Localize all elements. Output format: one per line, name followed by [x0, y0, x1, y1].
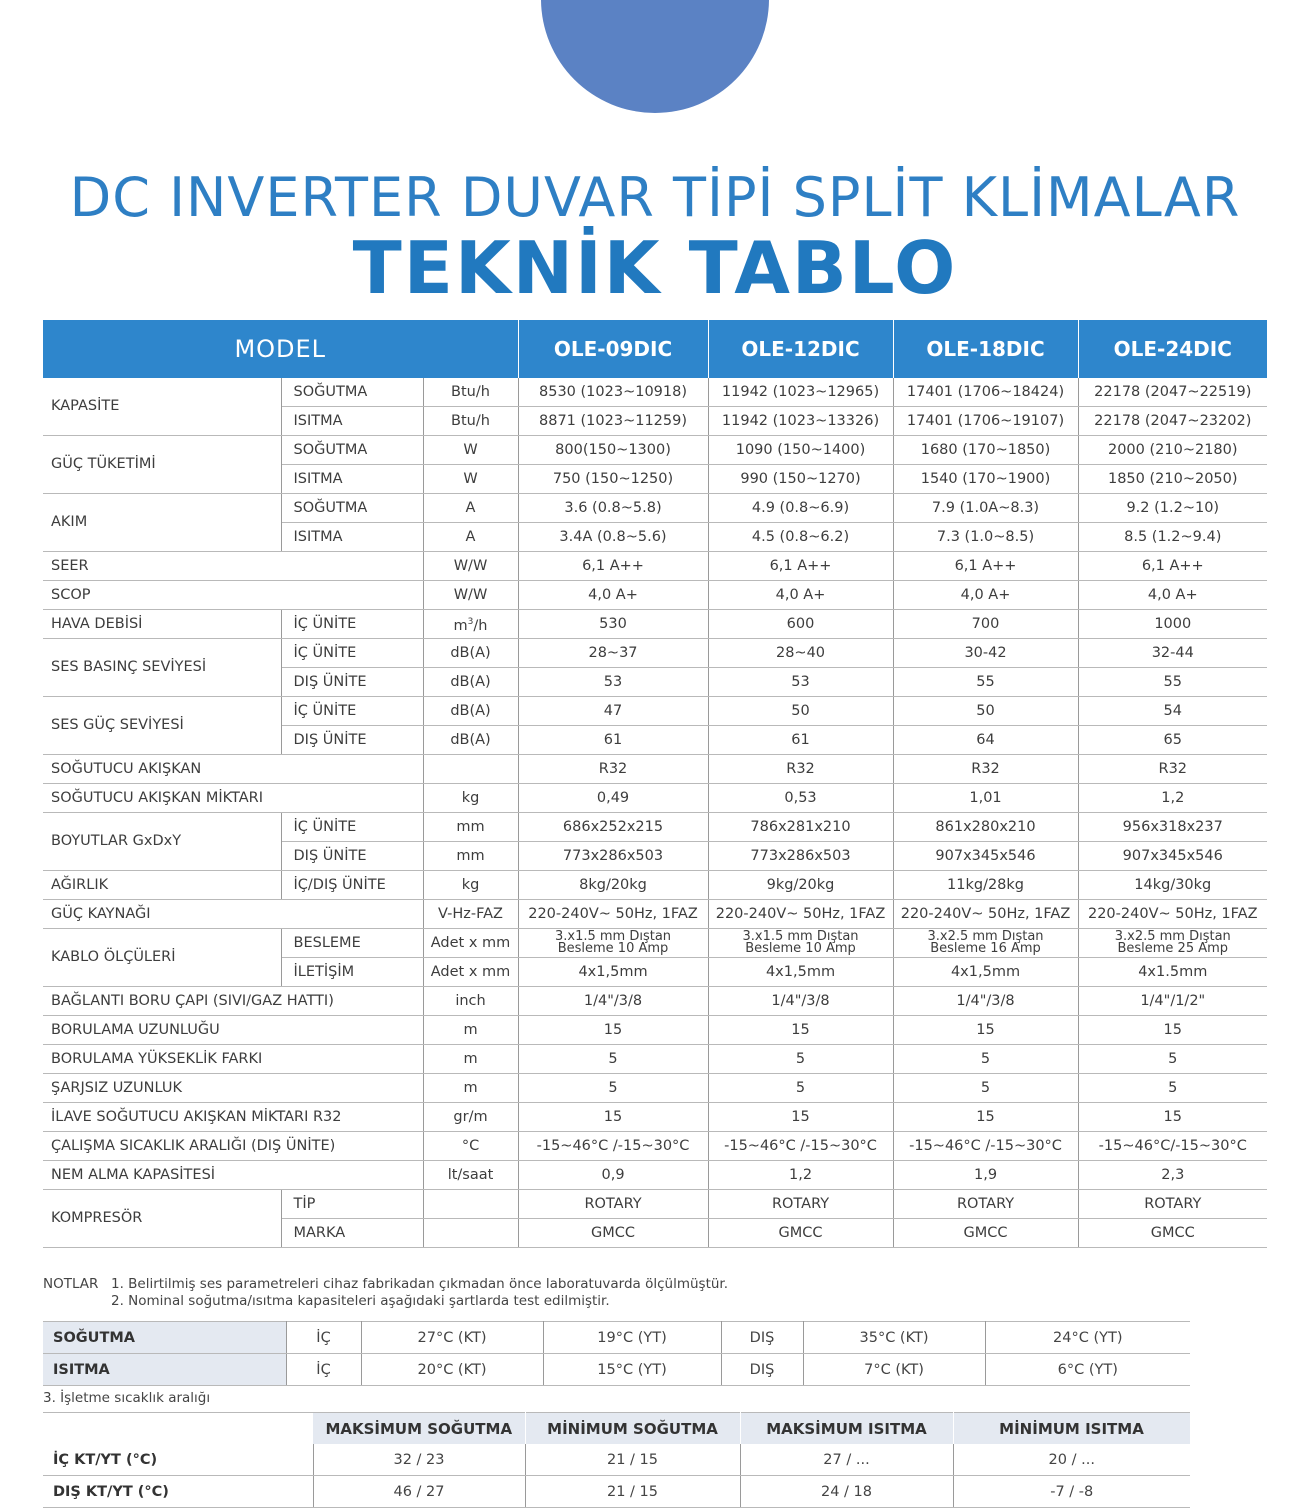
table-cell: 65 [1078, 726, 1267, 755]
table-row [43, 1016, 1267, 1045]
table-cell: 15 [893, 1016, 1078, 1045]
row-sub-label: SOĞUTMA [281, 494, 423, 523]
table-cell: 61 [518, 726, 708, 755]
row-sub-label: DIŞ ÜNİTE [281, 726, 423, 755]
table-cell: 4x1,5mm [893, 958, 1078, 987]
row-unit: W/W [423, 552, 518, 581]
table-row [43, 552, 1267, 581]
row-unit: dB(A) [423, 668, 518, 697]
table-row [43, 1045, 1267, 1074]
row-group-label: SOĞUTUCU AKIŞKAN MİKTARI [43, 784, 423, 813]
row-sub-label: ISITMA [281, 523, 423, 552]
page-title: DC INVERTER DUVAR TİPİ SPLİT KLİMALAR [69, 166, 1241, 229]
table-cell: 47 [518, 697, 708, 726]
table-cell: 9.2 (1.2~10) [1078, 494, 1267, 523]
table-cell: ROTARY [1078, 1190, 1267, 1219]
table-cell: 5 [708, 1045, 893, 1074]
table-header-row [43, 1413, 1190, 1445]
row-sub-label: İÇ ÜNİTE [281, 813, 423, 842]
row-group-label: AKIM [43, 494, 281, 552]
table-cell: 4x1.5mm [1078, 958, 1267, 987]
table-cell: 27°C (KT) [361, 1322, 543, 1354]
table-cell: 220-240V~ 50Hz, 1FAZ [1078, 900, 1267, 929]
spec-header-row [43, 320, 1267, 378]
unit-tail: /h [473, 617, 488, 634]
table-cell: 0,9 [518, 1161, 708, 1190]
table-cell: 15 [893, 1103, 1078, 1132]
table-cell: 1,2 [1078, 784, 1267, 813]
table-cell: 15 [518, 1103, 708, 1132]
table-cell: 1090 (150~1400) [708, 436, 893, 465]
table-cell: 6,1 A++ [708, 552, 893, 581]
row-label: DIŞ KT/YT (°C) [43, 1476, 313, 1508]
table-cell: 4,0 A+ [708, 581, 893, 610]
table-cell: 5 [1078, 1074, 1267, 1103]
row-unit: W [423, 465, 518, 494]
table-header-cell: MİNİMUM SOĞUTMA [525, 1413, 740, 1445]
table-cell: DIŞ [721, 1354, 803, 1386]
table-cell: 11942 (1023~13326) [708, 407, 893, 436]
table-cell: 800(150~1300) [518, 436, 708, 465]
table-cell: 4x1,5mm [518, 958, 708, 987]
table-cell: 4.9 (0.8~6.9) [708, 494, 893, 523]
row-unit: V-Hz-FAZ [423, 900, 518, 929]
table-cell: 17401 (1706~19107) [893, 407, 1078, 436]
row-unit: W/W [423, 581, 518, 610]
table-cell: 4,0 A+ [1078, 581, 1267, 610]
table-cell: 8871 (1023~11259) [518, 407, 708, 436]
table-cell: 8530 (1023~10918) [518, 378, 708, 407]
table-cell: 1,01 [893, 784, 1078, 813]
table-cell: ROTARY [708, 1190, 893, 1219]
row-label: İÇ KT/YT (°C) [43, 1444, 313, 1476]
cell-line: 3.x2.5 mm Dıştan [1114, 929, 1231, 944]
table-cell: 22178 (2047~22519) [1078, 378, 1267, 407]
table-cell: 9kg/20kg [708, 871, 893, 900]
table-row [43, 378, 1267, 407]
operating-range-table [43, 1412, 1191, 1508]
row-group-label: ŞARJSIZ UZUNLUK [43, 1074, 423, 1103]
cell-line: Besleme 10 Amp [557, 941, 669, 956]
table-cell: 17401 (1706~18424) [893, 378, 1078, 407]
row-group-label: KOMPRESÖR [43, 1190, 281, 1248]
row-sub-label: İÇ ÜNİTE [281, 610, 423, 639]
table-cell: 7.9 (1.0A~8.3) [893, 494, 1078, 523]
unit-base: m [453, 617, 468, 634]
table-cell: 27 / ... [740, 1444, 953, 1476]
table-cell: 1,9 [893, 1161, 1078, 1190]
table-row [43, 1444, 1190, 1476]
cell-line: 3.x2.5 mm Dıştan [927, 929, 1044, 944]
table-cell: 20 / ... [953, 1444, 1190, 1476]
row-unit: Adet x mm [423, 958, 518, 987]
row-unit: lt/saat [423, 1161, 518, 1190]
table-cell: 220-240V~ 50Hz, 1FAZ [708, 900, 893, 929]
table-row [43, 1190, 1267, 1219]
row-group-label: KABLO ÖLÇÜLERİ [43, 929, 281, 987]
table-cell: -15~46°C /-15~30°C [708, 1132, 893, 1161]
table-cell: 6,1 A++ [518, 552, 708, 581]
table-row [43, 900, 1267, 929]
table-row [43, 784, 1267, 813]
row-group-label: KAPASİTE [43, 378, 281, 436]
table-cell: 786x281x210 [708, 813, 893, 842]
row-unit: m [423, 1074, 518, 1103]
table-cell: 1/4"/1/2" [1078, 987, 1267, 1016]
table-cell: 2000 (210~2180) [1078, 436, 1267, 465]
row-unit: Adet x mm [423, 929, 518, 958]
notes-label: NOTLAR [43, 1276, 99, 1292]
row-sub-label: İLETİŞİM [281, 958, 423, 987]
row-unit: A [423, 523, 518, 552]
table-header-cell: MAKSİMUM SOĞUTMA [313, 1413, 525, 1445]
table-cell: 11942 (1023~12965) [708, 378, 893, 407]
table-cell: ROTARY [893, 1190, 1078, 1219]
model-header-cell: OLE-18DIC [893, 320, 1078, 378]
table-row [43, 987, 1267, 1016]
table-cell: 7.3 (1.0~8.5) [893, 523, 1078, 552]
table-cell: 15 [1078, 1016, 1267, 1045]
table-cell: R32 [1078, 755, 1267, 784]
table-cell: 3.4A (0.8~5.6) [518, 523, 708, 552]
table-row [43, 581, 1267, 610]
table-header-cell: MAKSİMUM ISITMA [740, 1413, 953, 1445]
row-group-label: BAĞLANTI BORU ÇAPI (SIVI/GAZ HATTI) [43, 987, 423, 1016]
row-group-label: SES GÜÇ SEVİYESİ [43, 697, 281, 755]
model-header: MODEL [43, 320, 518, 378]
row-unit: mm [423, 813, 518, 842]
cell-line: Besleme 16 Amp [930, 941, 1041, 956]
table-cell: 530 [518, 610, 708, 639]
table-cell: DIŞ [721, 1322, 803, 1354]
table-cell: 773x286x503 [518, 842, 708, 871]
table-cell: 5 [893, 1074, 1078, 1103]
table-cell: 8kg/20kg [518, 871, 708, 900]
table-cell: 5 [1078, 1045, 1267, 1074]
table-header-cell: MİNİMUM ISITMA [953, 1413, 1190, 1445]
table-cell: 1850 (210~2050) [1078, 465, 1267, 494]
cell-line: 3.x1.5 mm Dıştan [554, 929, 672, 944]
table-cell: 64 [893, 726, 1078, 755]
table-cell: 907x345x546 [893, 842, 1078, 871]
table-cell: -7 / -8 [953, 1476, 1190, 1508]
row-group-label: GÜÇ KAYNAĞI [43, 900, 423, 929]
table-cell: 773x286x503 [708, 842, 893, 871]
table-cell: 55 [1078, 668, 1267, 697]
table-row [43, 1476, 1190, 1508]
table-cell: GMCC [518, 1219, 708, 1248]
row-sub-label: TİP [281, 1190, 423, 1219]
table-row [43, 1074, 1267, 1103]
table-cell [708, 929, 893, 958]
row-unit: m [423, 1016, 518, 1045]
model-header-cell: OLE-09DIC [518, 320, 708, 378]
table-cell: 700 [893, 610, 1078, 639]
condition-mode: SOĞUTMA [43, 1322, 286, 1354]
row-sub-label: SOĞUTMA [281, 378, 423, 407]
table-cell: 600 [708, 610, 893, 639]
row-sub-label: İÇ ÜNİTE [281, 697, 423, 726]
table-cell: 46 / 27 [313, 1476, 525, 1508]
table-cell: 1/4"/3/8 [518, 987, 708, 1016]
table-cell: -15~46°C /-15~30°C [518, 1132, 708, 1161]
table-cell: 35°C (KT) [803, 1322, 985, 1354]
table-cell: 6,1 A++ [1078, 552, 1267, 581]
row-group-label: BORULAMA YÜKSEKLİK FARKI [43, 1045, 423, 1074]
table-cell: 24 / 18 [740, 1476, 953, 1508]
table-cell: -15~46°C/-15~30°C [1078, 1132, 1267, 1161]
table-cell [893, 929, 1078, 958]
table-cell: GMCC [893, 1219, 1078, 1248]
row-group-label: İLAVE SOĞUTUCU AKIŞKAN MİKTARI R32 [43, 1103, 423, 1132]
row-group-label: SOĞUTUCU AKIŞKAN [43, 755, 423, 784]
row-group-label: SCOP [43, 581, 423, 610]
table-cell: 28~37 [518, 639, 708, 668]
table-cell: -15~46°C /-15~30°C [893, 1132, 1078, 1161]
row-sub-label: MARKA [281, 1219, 423, 1248]
row-unit [423, 1190, 518, 1219]
row-group-label: SEER [43, 552, 423, 581]
table-cell: 28~40 [708, 639, 893, 668]
row-unit: dB(A) [423, 697, 518, 726]
table-row [43, 813, 1267, 842]
table-row [43, 871, 1267, 900]
table-row [43, 639, 1267, 668]
table-cell: 53 [518, 668, 708, 697]
table-cell: 990 (150~1270) [708, 465, 893, 494]
note-text: 2. Nominal soğutma/ısıtma kapasiteleri aşağıdaki şartlarda test edilmiştir. [111, 1293, 610, 1309]
row-sub-label: DIŞ ÜNİTE [281, 842, 423, 871]
table-cell: 750 (150~1250) [518, 465, 708, 494]
table-cell: 5 [708, 1074, 893, 1103]
cell-line: 3.x1.5 mm Dıştan [742, 929, 859, 944]
row-unit: gr/m [423, 1103, 518, 1132]
table-cell [1078, 929, 1267, 958]
row-unit: inch [423, 987, 518, 1016]
test-conditions-table [43, 1321, 1190, 1386]
table-cell: 15 [708, 1016, 893, 1045]
table-cell: 53 [708, 668, 893, 697]
table-cell: 220-240V~ 50Hz, 1FAZ [518, 900, 708, 929]
unit-superscript: 3 [467, 616, 474, 627]
table-cell: ROTARY [518, 1190, 708, 1219]
table-row [43, 494, 1267, 523]
row-group-label: SES BASINÇ SEVİYESİ [43, 639, 281, 697]
row-group-label: HAVA DEBİSİ [43, 610, 281, 639]
table-cell: 8.5 (1.2~9.4) [1078, 523, 1267, 552]
page-subtitle: TEKNİK TABLO [352, 226, 958, 310]
row-sub-label: SOĞUTMA [281, 436, 423, 465]
row-group-label: BORULAMA UZUNLUĞU [43, 1016, 423, 1045]
row-unit: dB(A) [423, 639, 518, 668]
table-row [43, 1322, 1190, 1354]
table-cell: 21 / 15 [525, 1444, 740, 1476]
table-cell: 21 / 15 [525, 1476, 740, 1508]
table-cell: R32 [893, 755, 1078, 784]
table-cell: 32 / 23 [313, 1444, 525, 1476]
row-unit: Btu/h [423, 407, 518, 436]
table-cell: 5 [518, 1045, 708, 1074]
table-cell: 1680 (170~1850) [893, 436, 1078, 465]
row-group-label: GÜÇ TÜKETİMİ [43, 436, 281, 494]
table-cell: 5 [518, 1074, 708, 1103]
table-cell: 861x280x210 [893, 813, 1078, 842]
row-sub-label: DIŞ ÜNİTE [281, 668, 423, 697]
model-header-cell: OLE-24DIC [1078, 320, 1267, 378]
table-cell: GMCC [708, 1219, 893, 1248]
row-unit [423, 1219, 518, 1248]
table-cell: 30-42 [893, 639, 1078, 668]
note-text: 1. Belirtilmiş ses parametreleri cihaz fabrikadan çıkmadan önce laboratuvarda ölçülmüştür. [111, 1276, 729, 1292]
table-cell: 19°C (YT) [543, 1322, 721, 1354]
table-header-cell [43, 1413, 313, 1445]
table-cell: 1,2 [708, 1161, 893, 1190]
cell-line: Besleme 10 Amp [745, 941, 856, 956]
table-row [43, 1161, 1267, 1190]
row-sub-label: ISITMA [281, 465, 423, 494]
table-cell: 55 [893, 668, 1078, 697]
table-cell: 4x1,5mm [708, 958, 893, 987]
table-cell: 14kg/30kg [1078, 871, 1267, 900]
table-cell: 15 [708, 1103, 893, 1132]
notes-section [43, 1276, 728, 1310]
row-group-label: ÇALIŞMA SICAKLIK ARALIĞI (DIŞ ÜNİTE) [43, 1132, 423, 1161]
row-unit: Btu/h [423, 378, 518, 407]
spec-table [43, 320, 1267, 1248]
row-unit: kg [423, 871, 518, 900]
table-cell: 15°C (YT) [543, 1354, 721, 1386]
table-cell: 2,3 [1078, 1161, 1267, 1190]
row-sub-label: BESLEME [281, 929, 423, 958]
table-cell: 220-240V~ 50Hz, 1FAZ [893, 900, 1078, 929]
table-cell: 61 [708, 726, 893, 755]
table-cell: İÇ [286, 1354, 361, 1386]
table-cell: 907x345x546 [1078, 842, 1267, 871]
table-row [43, 929, 1267, 958]
row-unit: mm [423, 842, 518, 871]
row-unit: dB(A) [423, 726, 518, 755]
table-cell: 15 [1078, 1103, 1267, 1132]
row-unit: kg [423, 784, 518, 813]
condition-mode: ISITMA [43, 1354, 286, 1386]
table-cell: 32-44 [1078, 639, 1267, 668]
model-header-cell: OLE-12DIC [708, 320, 893, 378]
table-cell: 24°C (YT) [985, 1322, 1190, 1354]
table-cell: 0,49 [518, 784, 708, 813]
operating-range-title: 3. İşletme sıcaklık aralığı [43, 1390, 211, 1406]
table-row [43, 1354, 1190, 1386]
row-sub-label: İÇ/DIŞ ÜNİTE [281, 871, 423, 900]
table-cell: R32 [708, 755, 893, 784]
table-row [43, 755, 1267, 784]
table-cell: 1540 (170~1900) [893, 465, 1078, 494]
table-row [43, 1103, 1267, 1132]
row-sub-label: ISITMA [281, 407, 423, 436]
table-cell: 3.6 (0.8~5.8) [518, 494, 708, 523]
table-cell: 54 [1078, 697, 1267, 726]
table-cell: 15 [518, 1016, 708, 1045]
row-group-label: AĞIRLIK [43, 871, 281, 900]
table-row [43, 697, 1267, 726]
table-cell: 1000 [1078, 610, 1267, 639]
table-cell: 1/4"/3/8 [893, 987, 1078, 1016]
table-row [43, 436, 1267, 465]
table-cell: 50 [708, 697, 893, 726]
table-cell: 50 [893, 697, 1078, 726]
row-group-label: NEM ALMA KAPASİTESİ [43, 1161, 423, 1190]
note-line [43, 1276, 728, 1293]
table-cell: İÇ [286, 1322, 361, 1354]
table-cell: 6°C (YT) [985, 1354, 1190, 1386]
table-cell: 0,53 [708, 784, 893, 813]
table-row [43, 610, 1267, 639]
table-cell: R32 [518, 755, 708, 784]
table-cell: 6,1 A++ [893, 552, 1078, 581]
cell-line: Besleme 25 Amp [1117, 941, 1229, 956]
table-cell: 7°C (KT) [803, 1354, 985, 1386]
table-cell: 1/4"/3/8 [708, 987, 893, 1016]
table-cell: 4.5 (0.8~6.2) [708, 523, 893, 552]
table-cell: 956x318x237 [1078, 813, 1267, 842]
table-cell: 686x252x215 [518, 813, 708, 842]
row-unit: m [423, 1045, 518, 1074]
row-sub-label: İÇ ÜNİTE [281, 639, 423, 668]
row-unit [423, 610, 518, 639]
table-cell: 20°C (KT) [361, 1354, 543, 1386]
row-unit: W [423, 436, 518, 465]
table-cell: 5 [893, 1045, 1078, 1074]
row-unit: °C [423, 1132, 518, 1161]
table-cell: 4,0 A+ [518, 581, 708, 610]
table-cell: 22178 (2047~23202) [1078, 407, 1267, 436]
row-unit: A [423, 494, 518, 523]
table-row [43, 1132, 1267, 1161]
row-group-label: BOYUTLAR GxDxY [43, 813, 281, 871]
table-cell: GMCC [1078, 1219, 1267, 1248]
table-cell: 11kg/28kg [893, 871, 1078, 900]
table-cell: 4,0 A+ [893, 581, 1078, 610]
table-cell [518, 929, 708, 958]
decorative-circle [541, 0, 769, 113]
row-unit [423, 755, 518, 784]
